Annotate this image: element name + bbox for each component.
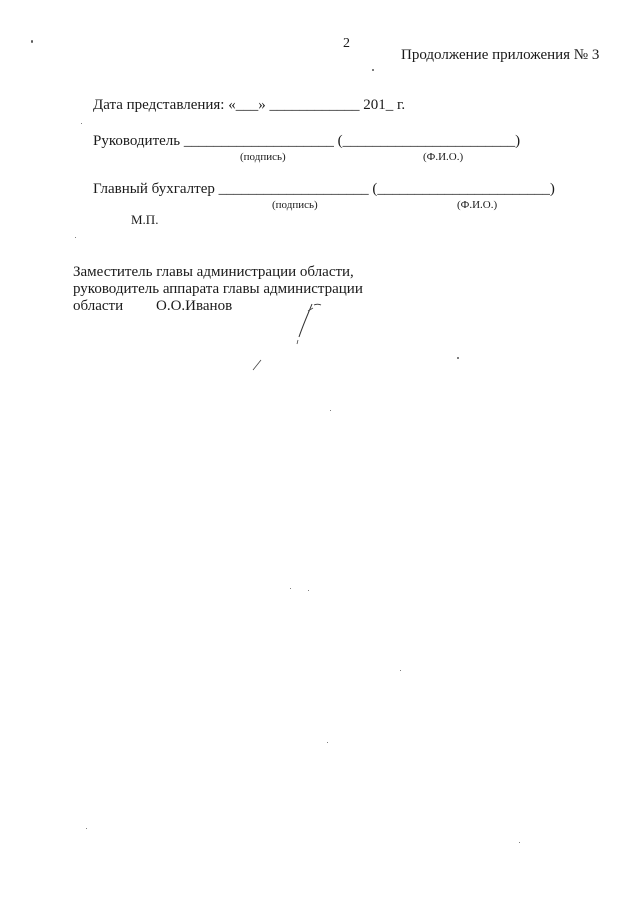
signatory-name: О.О.Иванов [156,298,233,314]
signatory-title-line1: Заместитель главы администрации области, [73,264,354,280]
chief-accountant-line: Главный бухгалтер ____________________ (_______________________) [93,181,555,197]
director-line: Руководитель ____________________ (_______________________) [93,133,521,149]
chief-accountant-signature-caption: (подпись) [272,199,318,211]
chief-accountant-name-caption: (Ф.И.О.) [457,199,498,211]
appendix-header: Продолжение приложения № 3 [401,47,600,63]
signatory-title-line2: руководитель аппарата главы администрации [73,281,363,297]
page-number: 2 [343,36,350,51]
director-signature-caption: (подпись) [240,151,286,163]
director-name-caption: (Ф.И.О.) [423,151,464,163]
handwritten-signature [250,298,340,373]
submission-date-line: Дата представления: «___» ____________ 201_ г. [93,97,406,113]
stamp-place-label: М.П. [131,212,159,227]
signatory-title-line3: области [73,298,124,314]
